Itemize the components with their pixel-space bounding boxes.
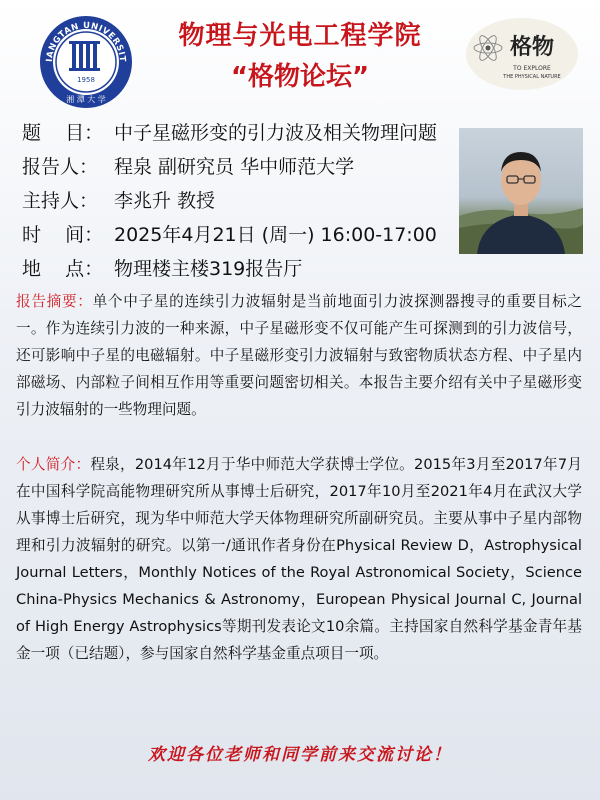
seal-year: 1958	[77, 76, 95, 84]
host-value: 李兆升 教授	[114, 189, 216, 212]
seal-chinese-text: 湘 潭 大 学	[66, 95, 106, 104]
info-row-host	[22, 182, 452, 216]
logo-sub1: TO EXPLORE	[513, 65, 551, 72]
location-label: 地 点：	[22, 257, 104, 280]
abstract-text: 单个中子星的连续引力波辐射是当前地面引力波探测器搜寻的重要目标之一。作为连续引力波的一种来源，中子星磁形变不仅可能产生可探测到的引力波信号，还可影响中子星的电磁辐射。中子星磁形变引力波辐射与致密物质状态方程、中子星内部磁场、内部粒子间相互作用等重要问题密切相关。本报告主要介绍有关中子星磁形变引力波辐射的一些物理问题。	[16, 293, 582, 418]
abstract-section	[16, 288, 582, 423]
forum-name: “格物论坛”	[230, 62, 370, 92]
forum-title	[140, 18, 460, 96]
college-name: 物理与光电工程学院	[178, 21, 422, 51]
topic-value: 中子星磁形变的引力波及相关物理问题	[114, 121, 438, 144]
seal-english-text: IANGTAN UNIVERSIT	[44, 20, 128, 63]
bio-text: 程泉，2014年12月于华中师范大学获博士学位。2015年3月至2017年7月在中国科学院高能物理研究所从事博士后研究，2017年10月至2021年4月在武汉大学从事博士后研究，现为华中师范大学天体物理研究所副研究员。主要从事中子星内部物理和引力波辐射的研究。以第一/通讯作者身份在Physical Review D，Astrophysical Journal Letters，Monthly Notices of the Royal Astronomical Society，Science China-Physics Mechanics & Astronomy，European Physical Journal C, Journal of High Energy Astrophysics等期刊发表论文10余篇。主持国家自然科学基金青年基金一项（已结题），参与国家自然科学基金重点项目一项。	[16, 456, 582, 662]
info-row-location	[22, 250, 452, 284]
university-seal-logo	[38, 14, 134, 110]
time-value: 2025年4月21日 (周一) 16:00-17:00	[114, 223, 437, 246]
host-label: 主持人：	[22, 189, 99, 212]
logo-gewu-text: 格物	[509, 34, 555, 60]
bio-section	[16, 451, 582, 667]
logo-sub2: THE PHYSICAL NATURE	[503, 74, 561, 80]
welcome-message: 欢迎各位老师和同学前来交流讨论！	[148, 745, 452, 765]
bio-label: 个人简介：	[16, 456, 91, 473]
info-row-speaker	[22, 148, 452, 182]
location-value: 物理楼主楼319报告厅	[114, 257, 303, 280]
abstract-label: 报告摘要：	[16, 293, 93, 310]
speaker-photo	[459, 128, 583, 254]
topic-label: 题 目：	[22, 121, 104, 144]
gewu-forum-logo	[466, 18, 578, 90]
talk-info	[22, 114, 452, 284]
info-row-time	[22, 216, 452, 250]
speaker-value: 程泉 副研究员 华中师范大学	[114, 155, 355, 178]
speaker-label: 报告人：	[22, 155, 99, 178]
time-label: 时 间：	[22, 223, 104, 246]
info-row-topic	[22, 114, 452, 148]
